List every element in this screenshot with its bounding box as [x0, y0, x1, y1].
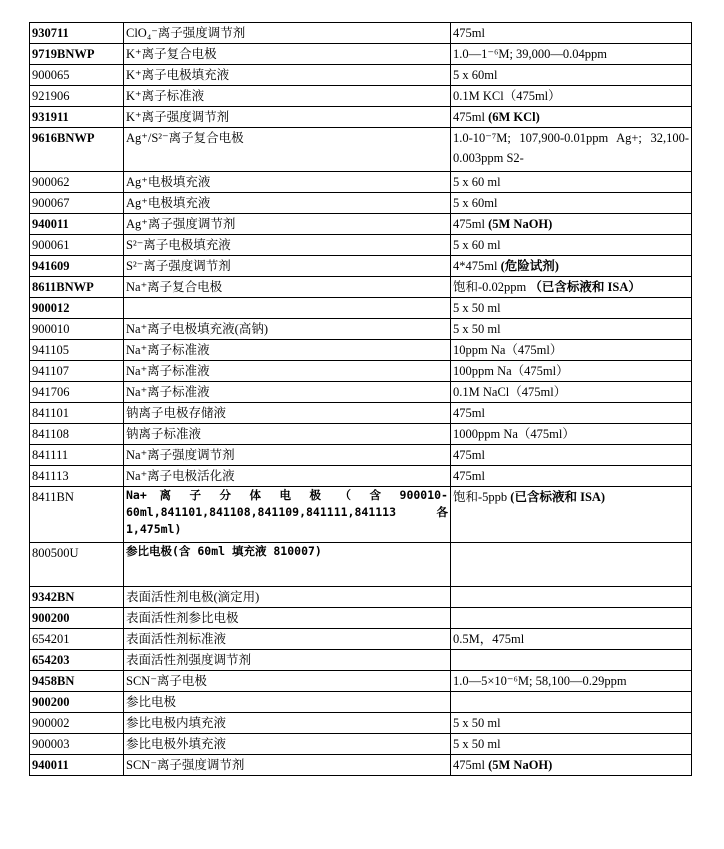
table-row	[30, 361, 692, 382]
item-code: 900062	[30, 172, 124, 193]
item-spec	[451, 671, 692, 692]
item-code: 654203	[30, 650, 124, 671]
item-name: Na⁺离子复合电极	[124, 277, 451, 298]
table-row	[30, 587, 692, 608]
item-name: S²⁻离子电极填充液	[124, 235, 451, 256]
table-row	[30, 128, 692, 172]
item-code: 900200	[30, 608, 124, 629]
item-name: K⁺离子标准液	[124, 86, 451, 107]
item-spec	[451, 713, 692, 734]
item-spec-text: 1.0-10⁻⁷M; 107,900-0.01ppm Ag+; 32,100-0.003ppm S2-	[453, 131, 689, 165]
item-spec	[451, 755, 692, 776]
item-spec	[451, 298, 692, 319]
item-spec-text: 475ml	[453, 26, 485, 40]
item-spec-text: 5 x 60 ml	[453, 238, 501, 252]
item-spec-text: 0.5M，475ml	[453, 632, 525, 646]
item-name: ClO₄⁻离子强度调节剂	[124, 23, 451, 44]
table-row	[30, 692, 692, 713]
item-code: 900010	[30, 319, 124, 340]
item-spec	[451, 608, 692, 629]
item-code: 841111	[30, 445, 124, 466]
item-spec-note: (已含标液和 ISA)	[510, 490, 606, 504]
item-spec	[451, 629, 692, 650]
item-spec-text: 饱和-5ppb	[453, 490, 508, 504]
item-spec-text: 5 x 60 ml	[453, 175, 501, 189]
table-row	[30, 193, 692, 214]
item-spec-note: (危险试剂)	[500, 259, 559, 273]
item-code: 940011	[30, 755, 124, 776]
table-row	[30, 466, 692, 487]
product-table	[29, 22, 692, 776]
item-spec-text: 0.1M KCl（475ml）	[453, 89, 561, 103]
item-spec	[451, 340, 692, 361]
item-name: 表面活性剂电极(滴定用)	[124, 587, 451, 608]
item-spec-text: 1000ppm Na（475ml）	[453, 427, 575, 441]
item-spec	[451, 86, 692, 107]
item-name: SCN⁻离子电极	[124, 671, 451, 692]
item-name: 表面活性剂强度调节剂	[124, 650, 451, 671]
item-spec	[451, 587, 692, 608]
table-row	[30, 543, 692, 587]
item-spec	[451, 172, 692, 193]
item-name: 表面活性剂标准液	[124, 629, 451, 650]
item-spec	[451, 445, 692, 466]
item-code: 930711	[30, 23, 124, 44]
item-name: Na⁺离子强度调节剂	[124, 445, 451, 466]
item-code: 841108	[30, 424, 124, 445]
item-code: 9719BNWP	[30, 44, 124, 65]
item-spec	[451, 543, 692, 587]
item-code: 941107	[30, 361, 124, 382]
item-name: Na⁺离子电极活化液	[124, 466, 451, 487]
table-row	[30, 65, 692, 86]
table-row	[30, 235, 692, 256]
table-row	[30, 172, 692, 193]
item-code: 900061	[30, 235, 124, 256]
item-spec	[451, 361, 692, 382]
item-spec-text: 5 x 50 ml	[453, 322, 501, 336]
item-name: Ag⁺电极填充液	[124, 193, 451, 214]
item-code: 900003	[30, 734, 124, 755]
item-code: 9342BN	[30, 587, 124, 608]
item-name: Na+ 离 子 分 体 电 极 （ 含 900010-60ml,841101,841108,841109,841111,841113 各 1,475ml)	[124, 487, 451, 543]
item-name: Na⁺离子标准液	[124, 382, 451, 403]
item-spec-text: 5 x 50 ml	[453, 301, 501, 315]
item-name: 钠离子电极存储液	[124, 403, 451, 424]
table-row	[30, 445, 692, 466]
table-row	[30, 23, 692, 44]
item-spec-text: 1.0—5×10⁻⁶M; 58,100—0.29ppm	[453, 674, 627, 688]
item-spec	[451, 256, 692, 277]
item-spec-text: 1.0—1⁻⁶M; 39,000—0.04ppm	[453, 47, 608, 61]
item-spec-text: 475ml	[453, 448, 485, 462]
item-name: 表面活性剂参比电极	[124, 608, 451, 629]
table-row	[30, 277, 692, 298]
item-name: K⁺离子强度调节剂	[124, 107, 451, 128]
item-name: 参比电极内填充液	[124, 713, 451, 734]
item-spec-text: 饱和-0.02ppm	[453, 280, 527, 294]
item-spec	[451, 382, 692, 403]
item-code: 8411BN	[30, 487, 124, 543]
item-spec	[451, 424, 692, 445]
item-spec	[451, 319, 692, 340]
item-name: Ag⁺离子强度调节剂	[124, 214, 451, 235]
item-code: 900067	[30, 193, 124, 214]
item-code: 900002	[30, 713, 124, 734]
item-spec-text: 100ppm Na（475ml）	[453, 364, 569, 378]
item-spec	[451, 193, 692, 214]
table-row	[30, 298, 692, 319]
table-row	[30, 382, 692, 403]
item-name	[124, 298, 451, 319]
item-spec-note: (5M NaOH)	[488, 758, 553, 772]
item-spec-note: (6M KCl)	[488, 110, 540, 124]
item-spec-note: （已含标液和 ISA）	[529, 280, 641, 294]
table-row	[30, 755, 692, 776]
item-code: 9458BN	[30, 671, 124, 692]
table-row	[30, 107, 692, 128]
item-code: 900200	[30, 692, 124, 713]
item-code: 8611BNWP	[30, 277, 124, 298]
table-body	[30, 23, 692, 776]
item-spec	[451, 65, 692, 86]
item-code: 900065	[30, 65, 124, 86]
table-row	[30, 403, 692, 424]
item-spec-note: (5M NaOH)	[488, 217, 553, 231]
item-name: Na⁺离子标准液	[124, 340, 451, 361]
item-code: 941609	[30, 256, 124, 277]
item-spec	[451, 128, 692, 172]
table-row	[30, 424, 692, 445]
table-row	[30, 734, 692, 755]
item-name: K⁺离子电极填充液	[124, 65, 451, 86]
item-spec-text: 475ml	[453, 406, 485, 420]
item-code: 841113	[30, 466, 124, 487]
item-name: Na⁺离子标准液	[124, 361, 451, 382]
item-spec-text: 4*475ml	[453, 259, 498, 273]
table-row	[30, 319, 692, 340]
item-name: Ag⁺电极填充液	[124, 172, 451, 193]
table-row	[30, 86, 692, 107]
table-row	[30, 671, 692, 692]
table-row	[30, 214, 692, 235]
item-spec-text: 475ml	[453, 217, 485, 231]
table-row	[30, 629, 692, 650]
item-spec-text: 5 x 60ml	[453, 68, 498, 82]
item-code: 841101	[30, 403, 124, 424]
item-name: Na⁺离子电极填充液(高钠)	[124, 319, 451, 340]
item-code: 900012	[30, 298, 124, 319]
item-name: Ag⁺/S²⁻离子复合电极	[124, 128, 451, 172]
item-spec-text: 475ml	[453, 110, 485, 124]
item-name: 参比电极	[124, 692, 451, 713]
item-spec-text: 5 x 60ml	[453, 196, 498, 210]
item-spec-text: 475ml	[453, 469, 485, 483]
item-code: 931911	[30, 107, 124, 128]
item-name: 钠离子标准液	[124, 424, 451, 445]
item-spec	[451, 44, 692, 65]
item-spec	[451, 650, 692, 671]
item-code: 9616BNWP	[30, 128, 124, 172]
item-code: 941706	[30, 382, 124, 403]
item-code: 940011	[30, 214, 124, 235]
item-name: SCN⁻离子强度调节剂	[124, 755, 451, 776]
table-row	[30, 713, 692, 734]
item-code: 800500U	[30, 543, 124, 587]
item-spec	[451, 277, 692, 298]
item-name: 参比电极(含 60ml 填充液 810007)	[124, 543, 451, 587]
item-spec-text: 10ppm Na（475ml）	[453, 343, 563, 357]
table-row	[30, 340, 692, 361]
item-spec-text: 5 x 50 ml	[453, 716, 501, 730]
item-code: 921906	[30, 86, 124, 107]
table-row	[30, 650, 692, 671]
item-spec	[451, 214, 692, 235]
item-spec	[451, 403, 692, 424]
item-code: 941105	[30, 340, 124, 361]
item-spec	[451, 487, 692, 543]
item-name: K⁺离子复合电极	[124, 44, 451, 65]
item-spec-text: 0.1M NaCl（475ml）	[453, 385, 567, 399]
table-row	[30, 44, 692, 65]
item-spec-text: 475ml	[453, 758, 485, 772]
item-name: 参比电极外填充液	[124, 734, 451, 755]
item-spec	[451, 466, 692, 487]
table-row	[30, 608, 692, 629]
item-spec	[451, 235, 692, 256]
item-spec	[451, 107, 692, 128]
table-row	[30, 256, 692, 277]
item-name: S²⁻离子强度调节剂	[124, 256, 451, 277]
table-row	[30, 487, 692, 543]
item-spec	[451, 734, 692, 755]
item-spec	[451, 23, 692, 44]
item-spec-text: 5 x 50 ml	[453, 737, 501, 751]
item-code: 654201	[30, 629, 124, 650]
item-spec	[451, 692, 692, 713]
